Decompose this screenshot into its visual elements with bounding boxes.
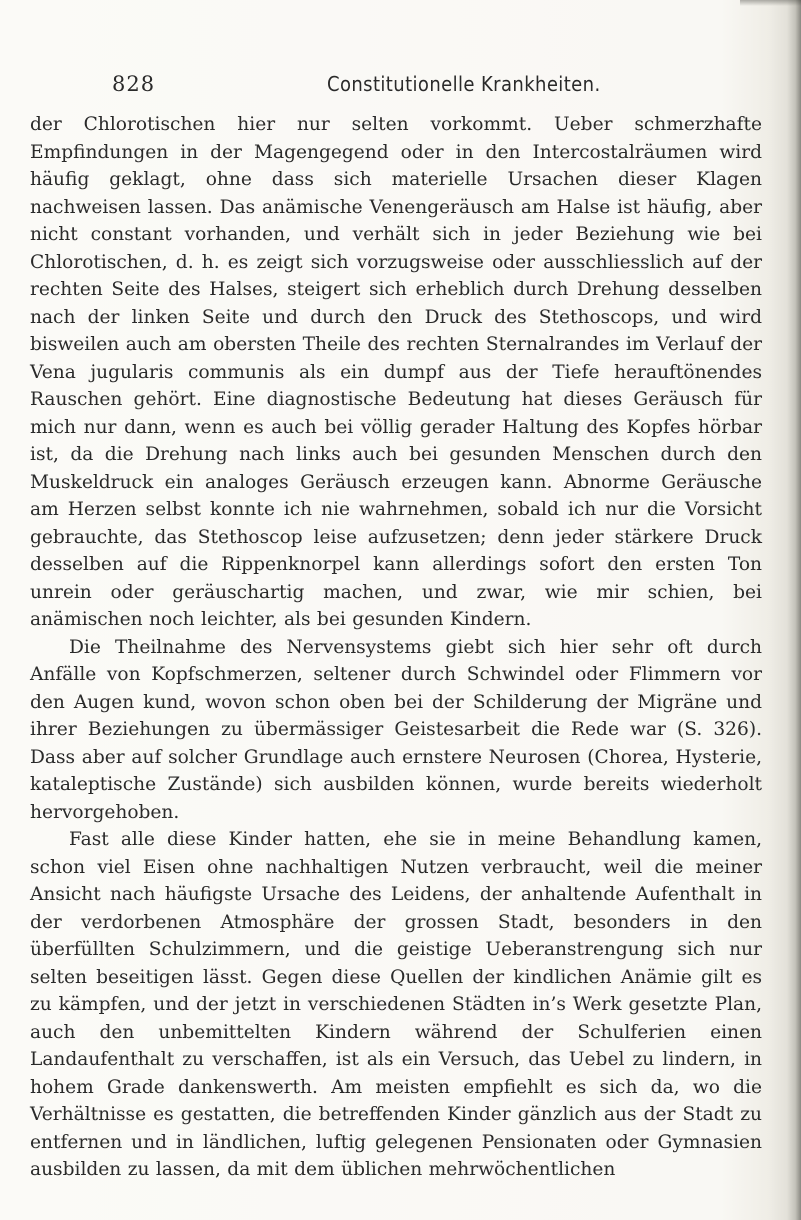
page-number: 828 (112, 72, 156, 96)
running-head (112, 72, 732, 102)
paragraph-1: der Chlorotischen hier nur selten vorkommt. Ueber schmerzhafte Empfindungen in der Magengegend oder in den Intercostalräumen wird häufig geklagt, ohne dass sich materielle Ursachen dieser Klagen nachweisen lassen. Das anämische Venengeräusch am Halse ist häufig, aber nicht constant vorhanden, und verhält sich in jeder Beziehung wie bei Chlorotischen, d. h. es zeigt sich vorzugsweise oder ausschliesslich auf der rechten Seite des Halses, steigert sich erheblich durch Drehung desselben nach der linken Seite und durch den Druck des Stethoscops, und wird bisweilen auch am obersten Theile des rechten Sternalrandes im Verlauf der Vena jugularis communis als ein dumpf aus der Tiefe herauftönendes Rauschen gehört. Eine diagnostische Bedeutung hat dieses Geräusch für mich nur dann, wenn es auch bei völlig gerader Haltung des Kopfes hörbar ist, da die Drehung nach links auch bei gesunden Menschen durch den Muskeldruck ein analoges Geräusch erzeugen kann. Abnorme Geräusche am Herzen selbst konnte ich nie wahrnehmen, sobald ich nur die Vorsicht gebrauchte, das Stethoscop leise aufzusetzen; denn jeder stärkere Druck desselben auf die Rippenknorpel kann allerdings sofort den ersten Ton unrein oder geräuschartig machen, und zwar, wie mir schien, bei anämischen noch leichter, als bei gesunden Kindern. (30, 114, 762, 630)
paragraph-2: Die Theilnahme des Nervensystems giebt sich hier sehr oft durch Anfälle von Kopfschmerzen, seltener durch Schwindel oder Flimmern vor den Augen kund, wovon schon oben bei der Schilderung der Migräne und ihrer Beziehungen zu übermässiger Geistesarbeit die Rede war (S. 326). Dass aber auf solcher Grundlage auch ernstere Neurosen (Chorea, Hysterie, kataleptische Zustände) sich ausbilden können, wurde bereits wiederholt hervorgehoben. (30, 636, 762, 823)
page-binding-shadow (787, 0, 801, 1220)
chapter-title: Constitutionelle Krankheiten. (327, 72, 601, 96)
body-text (30, 111, 762, 1184)
paragraph-3: Fast alle diese Kinder hatten, ehe sie in meine Behandlung kamen, schon viel Eisen ohne nachhaltigen Nutzen verbraucht, weil die meiner Ansicht nach häufigste Ursache des Leidens, der anhaltende Aufenthalt in der verdorbenen Atmosphäre der grossen Stadt, besonders in den überfüllten Schulzimmern, und die geistige Ueberanstrengung sich nur selten beseitigen lässt. Gegen diese Quellen der kindlichen Anämie gilt es zu kämpfen, und der jetzt in verschiedenen Städten in’s Werk gesetzte Plan, auch den unbemittelten Kindern während der Schulferien einen Landaufenthalt zu verschaffen, ist als ein Versuch, das Uebel zu lindern, in hohem Grade dankenswerth. Am meisten empfiehlt es sich da, wo die Verhältnisse es gestatten, die betreffenden Kinder gänzlich aus der Stadt zu entfernen und in ländlichen, luftig gelegenen Pensionaten oder Gymnasien ausbilden zu lassen, da mit dem üblichen mehrwöchentlichen (30, 829, 762, 1180)
